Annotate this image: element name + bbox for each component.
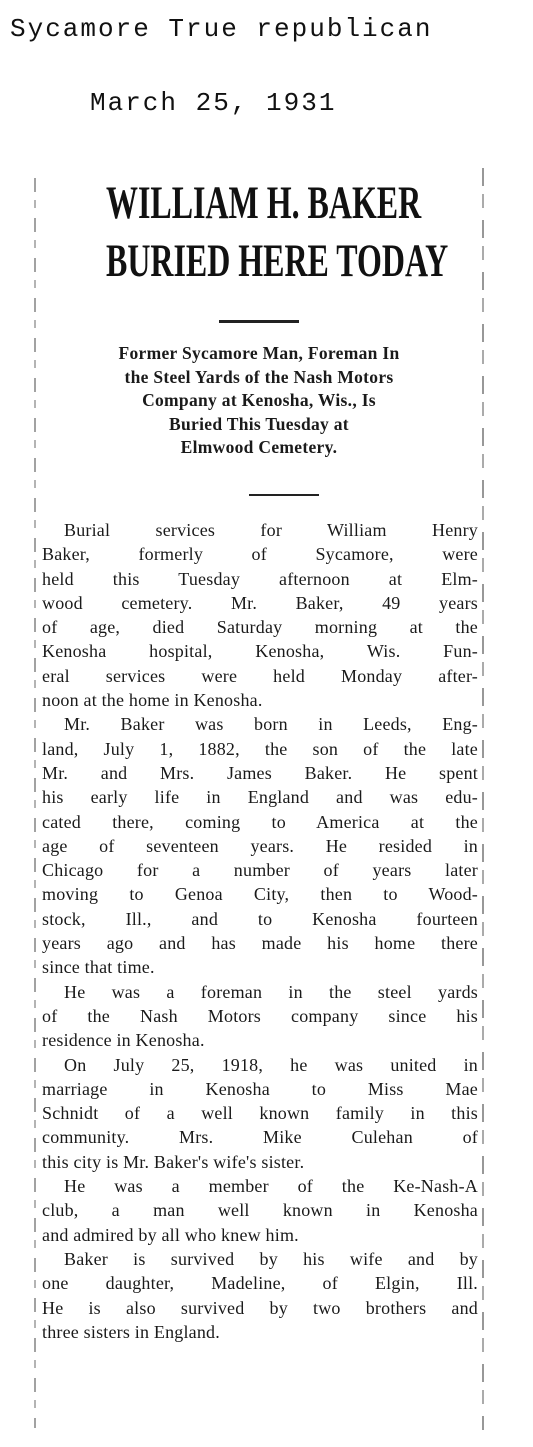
article-line: community. Mrs. Mike Culehan of [42,1127,478,1148]
article-line: one daughter, Madeline, of Elgin, Ill. [42,1273,478,1294]
deck-line: Former Sycamore Man, Foreman In [118,343,400,363]
article-line: and admired by all who knew him. [42,1224,299,1245]
article-line: Schnidt of a well known family in this [42,1103,478,1124]
article-line: Burial services for William Henry [64,520,478,540]
source-label: Sycamore True republican [10,14,433,44]
article-line: of the Nash Motors company since his [42,1005,478,1026]
subheadline-deck [34,342,484,460]
date-label: March 25, 1931 [90,88,337,118]
article-line: stock, Ill., and to Kenosha fourteen [42,908,478,929]
headline-line-1: WILLIAM H. BAKER [106,177,422,229]
article-line: eral services were held Monday after- [42,665,478,686]
article-line: three sisters in England. [42,1321,220,1342]
article-line: age of seventeen years. He resided in [42,835,478,856]
article-line: marriage in Kenosha to Miss Mae [42,1078,478,1099]
deck-line: Company at Kenosha, Wis., Is [142,390,376,410]
article-line: Baker is survived by his wife and by [64,1248,478,1269]
article-body [42,518,478,1344]
article-line: Mr. and Mrs. James Baker. He spent [42,762,478,783]
article-paragraph [42,712,478,979]
article-paragraph [42,518,478,712]
article-line: this city is Mr. Baker's wife's sister. [42,1151,305,1172]
article-line: He is also survived by two brothers and [42,1297,478,1318]
article-line: wood cemetery. Mr. Baker, 49 years [42,592,478,613]
article-line: residence in Kenosha. [42,1030,205,1051]
article-line: since that time. [42,957,155,978]
headline-line-2: BURIED HERE TODAY [106,235,449,287]
article-line: his early life in England and was edu- [42,787,478,808]
headline-divider [219,320,299,323]
article-line: On July 25, 1918, he was united in [64,1054,478,1075]
article-paragraph [42,1174,478,1247]
article-line: of age, died Saturday morning at the [42,617,478,638]
deck-line: Elmwood Cemetery. [180,437,338,457]
article-line: Chicago for a number of years later [42,860,478,881]
article-paragraph [42,1053,478,1174]
article-line: held this Tuesday afternoon at Elm- [42,568,478,589]
article-line: club, a man well known in Kenosha [42,1200,478,1221]
article-line: noon at the home in Kenosha. [42,690,263,711]
article-line: land, July 1, 1882, the son of the late [42,738,478,759]
deck-line: the Steel Yards of the Nash Motors [124,366,394,387]
article-line: Kenosha hospital, Kenosha, Wis. Fun- [42,641,478,662]
deck-divider [249,494,319,496]
article-line: moving to Genoa City, then to Wood- [42,884,478,905]
article-paragraph [42,980,478,1053]
newspaper-clipping [34,168,484,1430]
article-line: cated there, coming to America at the [42,811,478,832]
deck-line: Buried This Tuesday at [169,413,349,434]
article-line: He was a member of the Ke-Nash-A [64,1176,478,1197]
article-line: years ago and has made his home there [42,933,478,954]
article-line: Baker, formerly of Sycamore, were [42,544,478,565]
article-line: Mr. Baker was born in Leeds, Eng- [64,714,478,735]
article-line: He was a foreman in the steel yards [64,981,478,1002]
article-paragraph [42,1247,478,1344]
